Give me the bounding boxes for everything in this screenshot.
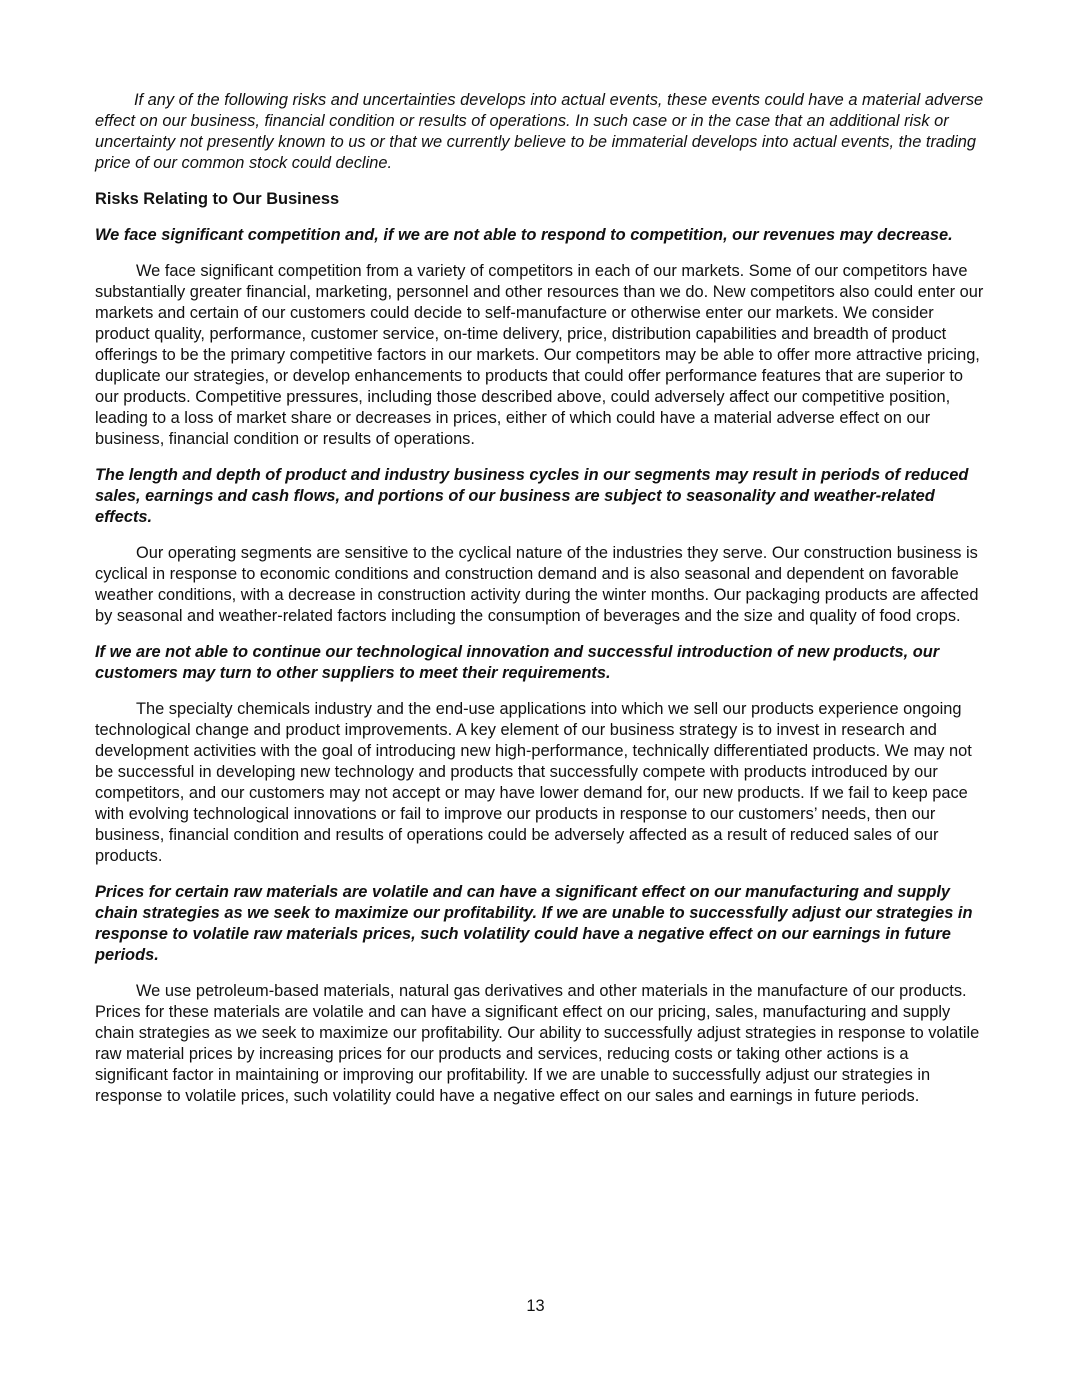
- risk-body: We face significant competition from a variety of competitors in each of our markets. Some of our competitors have substantially greater financial, marketing, personnel and other resources than we do. New competitors also could enter our markets and certain of our customers could decide to self-manufacture or otherwise enter our markets. We consider product quality, performance, customer service, on-time delivery, price, distribution capabilities and breadth of product offerings to be the primary competitive factors in our markets. Our competitors may be able to offer more attractive pricing, duplicate our strategies, or develop enhancements to products that could offer performance features that are superior to our products. Competitive pressures, including those described above, could adversely affect our competitive position, leading to a loss of market share or decreases in prices, either of which could have a material adverse effect on our business, financial condition or results of operations.: [95, 262, 984, 448]
- risk-body: We use petroleum-based materials, natural gas derivatives and other materials in the manufacture of our products. Prices for these materials are volatile and can have a significant effect on our pricing, sales, manufacturing and supply chain strategies as we seek to maximize our profitability. Our ability to successfully adjust strategies in response to volatile raw material prices by increasing prices for our products and services, reducing costs or taking other actions is a significant factor in maintaining or improving our profitability. If we are unable to successfully adjust our strategies in response to volatile prices, such volatility could have a negative effect on our sales and earnings in future periods.: [95, 982, 980, 1105]
- risk-heading: If we are not able to continue our technological innovation and successful introduction of new products, our customers may turn to other suppliers to meet their requirements.: [95, 643, 940, 682]
- risk-factor: [95, 882, 985, 1107]
- page-number: 13: [526, 1297, 545, 1315]
- intro-paragraph: If any of the following risks and uncertainties develops into actual events, these events could have a material adverse effect on our business, financial condition or results of operations. In such case or in the case that an additional risk or uncertainty not presently known to us or that we currently believe to be immaterial develops into actual events, the trading price of our common stock could decline.: [95, 91, 984, 172]
- risk-body: Our operating segments are sensitive to the cyclical nature of the industries they serve. Our construction business is cyclical in response to economic conditions and construction demand and is also seasonal and dependent on favorable weather conditions, with a decrease in construction activity during the winter months. Our packaging products are affected by seasonal and weather-related factors including the consumption of beverages and the size and quality of food crops.: [95, 544, 979, 625]
- risk-factor: [95, 225, 985, 450]
- risk-factor: [95, 465, 985, 627]
- document-page: [95, 90, 985, 1122]
- section-heading: Risks Relating to Our Business: [95, 190, 340, 208]
- risk-heading: The length and depth of product and industry business cycles in our segments may result in periods of reduced sales, earnings and cash flows, and portions of our business are subject to seasonality and weather-related effects.: [95, 466, 969, 526]
- risk-body: The specialty chemicals industry and the end-use applications into which we sell our products experience ongoing technological change and product improvements. A key element of our business strategy is to invest in research and development activities with the goal of introducing new high-performance, technically differentiated products. We may not be successful in developing new technology and products that successfully compete with products introduced by our competitors, and our customers may not accept or may have lower demand for, our new products. If we fail to keep pace with evolving technological innovations or fail to improve our products in response to our customers’ needs, then our business, financial condition and results of operations could be adversely affected as a result of reduced sales of our products.: [95, 700, 972, 865]
- risk-factor: [95, 642, 985, 867]
- risk-heading: We face significant competition and, if we are not able to respond to competition, our revenues may decrease.: [95, 226, 953, 244]
- risk-heading: Prices for certain raw materials are volatile and can have a significant effect on our manufacturing and supply chain strategies as we seek to maximize our profitability. If we are unable to successfully adjust our strategies in response to volatile raw materials prices, such volatility could have a negative effect on our earnings in future periods.: [95, 883, 973, 964]
